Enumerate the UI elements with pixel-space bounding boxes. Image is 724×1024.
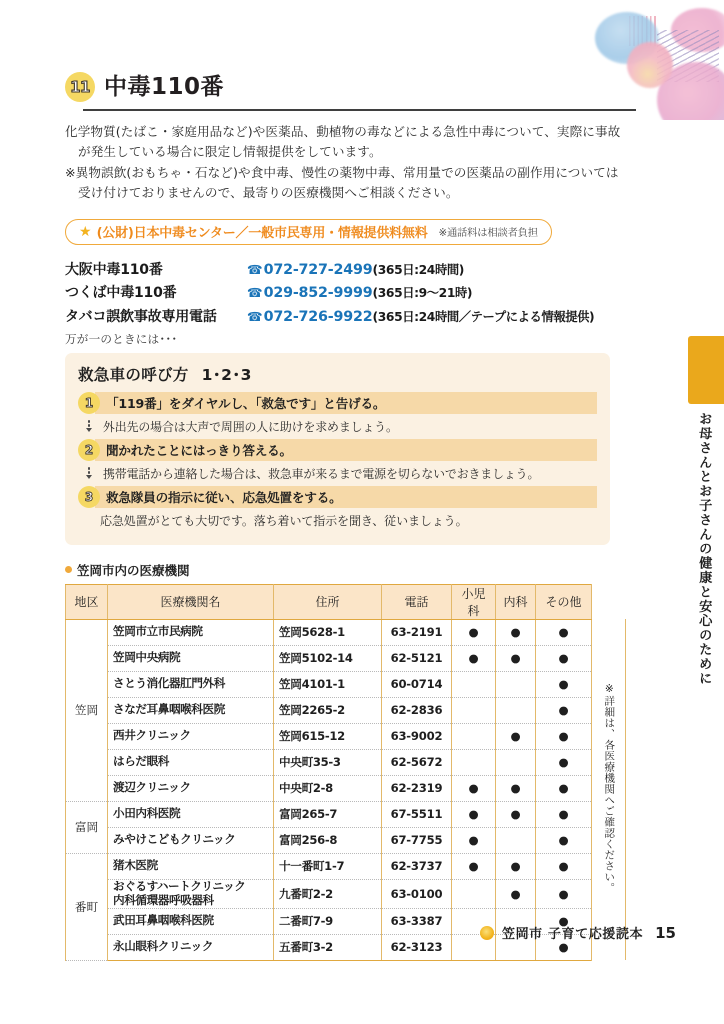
- side-tab-color-block: [688, 336, 724, 404]
- phone-value-group: [247, 280, 472, 304]
- ambulance-step-note: [78, 508, 597, 533]
- step-number-label: 2: [84, 442, 94, 457]
- phone-row: [65, 304, 630, 328]
- deco-blob-pink-top: [671, 8, 724, 52]
- table-cell-telephone[interactable]: 62-5672: [382, 749, 452, 775]
- table-cell-internal: [496, 697, 536, 723]
- table-cell-pediatrics: [452, 697, 496, 723]
- orange-dot-icon: [65, 566, 72, 573]
- table-cell-internal: ●: [496, 775, 536, 801]
- table-cell-name: 小田内科医院: [108, 801, 274, 827]
- table-cell-name: みやけこどもクリニック: [108, 827, 274, 853]
- table-cell-other: ●: [536, 619, 592, 645]
- ambulance-step-note: [78, 461, 597, 486]
- side-chapter-tab[interactable]: [688, 336, 724, 686]
- ambulance-title-numbers: 1･2･3: [201, 365, 252, 384]
- table-cell-name: 笠岡中央病院: [108, 645, 274, 671]
- table-cell-telephone[interactable]: 67-5511: [382, 801, 452, 827]
- page-number: 15: [655, 923, 676, 942]
- table-cell-internal: ●: [496, 853, 536, 879]
- down-arrow-icon: [82, 467, 96, 479]
- table-header-cell: 地区: [66, 584, 108, 619]
- pill-note-label: ※通話料は相談者負担: [438, 227, 538, 240]
- table-cell-internal: [496, 671, 536, 697]
- table-cell-area: 番町: [66, 853, 108, 960]
- medical-institutions-table: [65, 584, 626, 961]
- table-cell-pediatrics: [452, 671, 496, 697]
- table-cell-other: ●: [536, 645, 592, 671]
- table-row: [66, 697, 626, 723]
- table-cell-pediatrics: ●: [452, 801, 496, 827]
- table-cell-address: 十一番町1-7: [274, 853, 382, 879]
- table-row: [66, 749, 626, 775]
- table-cell-internal: ●: [496, 801, 536, 827]
- table-cell-internal: ●: [496, 645, 536, 671]
- table-header-cell: 住所: [274, 584, 382, 619]
- deco-blob-pink-small: [627, 42, 673, 88]
- step-number-badge: [78, 439, 100, 461]
- table-cell-pediatrics: ●: [452, 827, 496, 853]
- table-row: [66, 827, 626, 853]
- page-title: 中毒110番: [104, 73, 225, 100]
- pill-main-label: (公財)日本中毒センター／一般市民専用・情報提供料無料: [96, 226, 428, 242]
- table-cell-address: 笠岡4101-1: [274, 671, 382, 697]
- table-cell-other: ●: [536, 801, 592, 827]
- table-header-cell: 内科: [496, 584, 536, 619]
- table-cell-telephone[interactable]: 63-0100: [382, 879, 452, 908]
- table-row: [66, 879, 626, 908]
- table-row: [66, 801, 626, 827]
- title-underline: [83, 109, 636, 111]
- ambulance-step: [78, 392, 597, 414]
- table-row: [66, 723, 626, 749]
- table-header-cell: その他: [536, 584, 592, 619]
- table-side-note-cell: [592, 619, 626, 960]
- down-arrow-icon: [82, 420, 96, 432]
- table-body: [66, 619, 626, 960]
- table-cell-name: 永山眼科クリニック: [108, 934, 274, 960]
- phone-hours: (365日:9〜21時): [372, 286, 473, 301]
- table-side-note: ※詳細は、各医療機関へご確認ください。: [603, 682, 616, 894]
- phone-list: [65, 257, 630, 328]
- table-cell-internal: ●: [496, 619, 536, 645]
- table-cell-address: 九番町2-2: [274, 879, 382, 908]
- table-cell-address: 笠岡2265-2: [274, 697, 382, 723]
- table-cell-pediatrics: ●: [452, 853, 496, 879]
- section-number-label: 11: [70, 77, 90, 96]
- table-cell-telephone[interactable]: 62-3737: [382, 853, 452, 879]
- page-content: [65, 72, 630, 961]
- step-note-text: 外出先の場合は大声で周囲の人に助けを求めましょう。: [103, 419, 398, 434]
- intro-paragraph-2: ※異物誤飲(おもちゃ・石など)や食中毒、慢性の薬物中毒、常用量での医薬品の副作用については受け付けておりませんので、最寄りの医療機関へご相談ください。: [65, 164, 619, 201]
- table-cell-pediatrics: [452, 723, 496, 749]
- center-info-pill: [65, 219, 552, 245]
- step-number-badge: [78, 486, 100, 508]
- ambulance-step: [78, 439, 597, 461]
- phone-label: タバコ誤飲事故専用電話: [65, 309, 217, 325]
- table-cell-other: ●: [536, 775, 592, 801]
- phone-icon: ☎: [247, 285, 263, 301]
- step-note-text: 応急処置がとても大切です。落ち着いて指示を聞き、従いましょう。: [100, 513, 468, 528]
- table-cell-name: 武田耳鼻咽喉科医院: [108, 908, 274, 934]
- table-row: [66, 775, 626, 801]
- table-cell-other: ●: [536, 879, 592, 908]
- section-number-badge: [65, 72, 95, 102]
- table-cell-other: ●: [536, 723, 592, 749]
- table-cell-name: はらだ眼科: [108, 749, 274, 775]
- table-row: [66, 645, 626, 671]
- table-cell-other: ●: [536, 827, 592, 853]
- step-text: 聞かれたことにはっきり答える。: [95, 439, 597, 461]
- table-cell-telephone[interactable]: 60-0714: [382, 671, 452, 697]
- table-header-cell: 電話: [382, 584, 452, 619]
- deco-blob-blue: [595, 12, 659, 64]
- table-cell-name: 猪木医院: [108, 853, 274, 879]
- step-number-badge: [78, 392, 100, 414]
- ambulance-step: [78, 486, 597, 508]
- table-cell-address: 笠岡615-12: [274, 723, 382, 749]
- table-cell-pediatrics: [452, 879, 496, 908]
- table-cell-telephone[interactable]: 62-5121: [382, 645, 452, 671]
- deco-stripes-diagonal: [657, 30, 719, 82]
- intro-text: [65, 122, 630, 204]
- table-cell-pediatrics: ●: [452, 619, 496, 645]
- step-text: 救急隊員の指示に従い、応急処置をする。: [95, 486, 597, 508]
- phone-row: [65, 280, 630, 304]
- phone-value-group: [247, 257, 464, 281]
- table-cell-telephone[interactable]: 67-7755: [382, 827, 452, 853]
- phone-hours: (365日:24時間／テープによる情報提供): [372, 310, 595, 324]
- step-note-text: 携帯電話から連絡した場合は、救急車が来るまで電源を切らないでおきましょう。: [103, 466, 540, 481]
- medical-section-heading-label: 笠岡市内の医療機関: [77, 562, 190, 578]
- table-cell-telephone[interactable]: 62-3123: [382, 934, 452, 960]
- table-cell-internal: [496, 749, 536, 775]
- table-cell-pediatrics: ●: [452, 775, 496, 801]
- table-cell-area: 笠岡: [66, 619, 108, 801]
- table-cell-telephone[interactable]: 63-2191: [382, 619, 452, 645]
- table-cell-internal: ●: [496, 723, 536, 749]
- table-cell-address: 笠岡5102-14: [274, 645, 382, 671]
- table-cell-address: 富岡265-7: [274, 801, 382, 827]
- phone-icon: ☎: [247, 309, 263, 324]
- table-cell-area: 富岡: [66, 801, 108, 853]
- ambulance-step-note: [78, 414, 597, 439]
- ambulance-title-label: 救急車の呼び方: [78, 365, 189, 384]
- table-cell-name: 渡辺クリニック: [108, 775, 274, 801]
- table-cell-address: 中央町35-3: [274, 749, 382, 775]
- step-number-label: 3: [84, 489, 94, 504]
- page-title-row: [65, 72, 630, 102]
- table-cell-other: ●: [536, 697, 592, 723]
- footer-title: 笠岡市 子育て応援読本: [501, 927, 644, 942]
- table-cell-pediatrics: ●: [452, 645, 496, 671]
- table-header-cell: 医療機関名: [108, 584, 274, 619]
- table-cell-telephone[interactable]: 62-2319: [382, 775, 452, 801]
- table-cell-internal: ●: [496, 879, 536, 908]
- table-cell-internal: [496, 827, 536, 853]
- phone-number[interactable]: 029-852-9999: [263, 285, 373, 302]
- ambulance-box-title: [78, 363, 597, 385]
- table-cell-other: ●: [536, 749, 592, 775]
- table-header-spacer: [592, 584, 626, 619]
- star-icon: ★: [79, 223, 92, 240]
- table-cell-pediatrics: [452, 749, 496, 775]
- table-cell-other: ●: [536, 934, 592, 960]
- table-cell-address: 笠岡5628-1: [274, 619, 382, 645]
- table-cell-address: 中央町2-8: [274, 775, 382, 801]
- table-cell-telephone[interactable]: 63-3387: [382, 908, 452, 934]
- phone-number[interactable]: 072-726-9922: [263, 309, 373, 325]
- table-cell-address: 富岡256-8: [274, 827, 382, 853]
- phone-icon: ☎: [247, 261, 263, 277]
- phone-value-group: [247, 304, 594, 328]
- phone-label: つくば中毒110番: [65, 285, 177, 302]
- intro-paragraph-1: 化学物質(たばこ・家庭用品など)や医薬品、動植物の毒などによる急性中毒について、実際に事故が発生している場合に限定し情報提供をしています。: [65, 124, 621, 160]
- table-cell-telephone[interactable]: 63-9002: [382, 723, 452, 749]
- table-cell-other: ●: [536, 908, 592, 934]
- table-cell-name: 笠岡市立市民病院: [108, 619, 274, 645]
- table-row: [66, 671, 626, 697]
- step-number-label: 1: [84, 395, 94, 410]
- table-cell-name: 西井クリニック: [108, 723, 274, 749]
- table-cell-address: 五番町3-2: [274, 934, 382, 960]
- table-cell-other: ●: [536, 853, 592, 879]
- phone-number[interactable]: 072-727-2499: [263, 261, 373, 278]
- phone-label: 大阪中毒110番: [65, 261, 163, 278]
- ambulance-howto-box: [65, 353, 610, 545]
- table-cell-name: さとう消化器肛門外科: [108, 671, 274, 697]
- table-row: [66, 619, 626, 645]
- table-cell-telephone[interactable]: 62-2836: [382, 697, 452, 723]
- phone-hours: (365日:24時間): [372, 262, 464, 277]
- table-row: [66, 853, 626, 879]
- sun-icon: [480, 926, 494, 940]
- deco-stripes-vertical: [629, 16, 657, 46]
- table-header-row: [66, 584, 626, 619]
- table-cell-address: 二番町7-9: [274, 908, 382, 934]
- emergency-lead-text: 万が一のときには･･･: [65, 331, 178, 346]
- medical-section-heading: [65, 561, 630, 579]
- table-cell-name: さなだ耳鼻咽喉科医院: [108, 697, 274, 723]
- table-cell-name: おぐるすハートクリニック 内科循環器呼吸器科: [108, 879, 274, 908]
- table-header-cell: 小児科: [452, 584, 496, 619]
- side-tab-label: お母さんとお子さんの健康と安心のために: [696, 412, 712, 686]
- page-footer: [480, 923, 676, 942]
- table-cell-other: ●: [536, 671, 592, 697]
- deco-blob-pink-large: [657, 62, 724, 120]
- phone-row: [65, 257, 630, 281]
- step-text: 「119番」をダイヤルし、「救急です」と告げる。: [95, 392, 597, 414]
